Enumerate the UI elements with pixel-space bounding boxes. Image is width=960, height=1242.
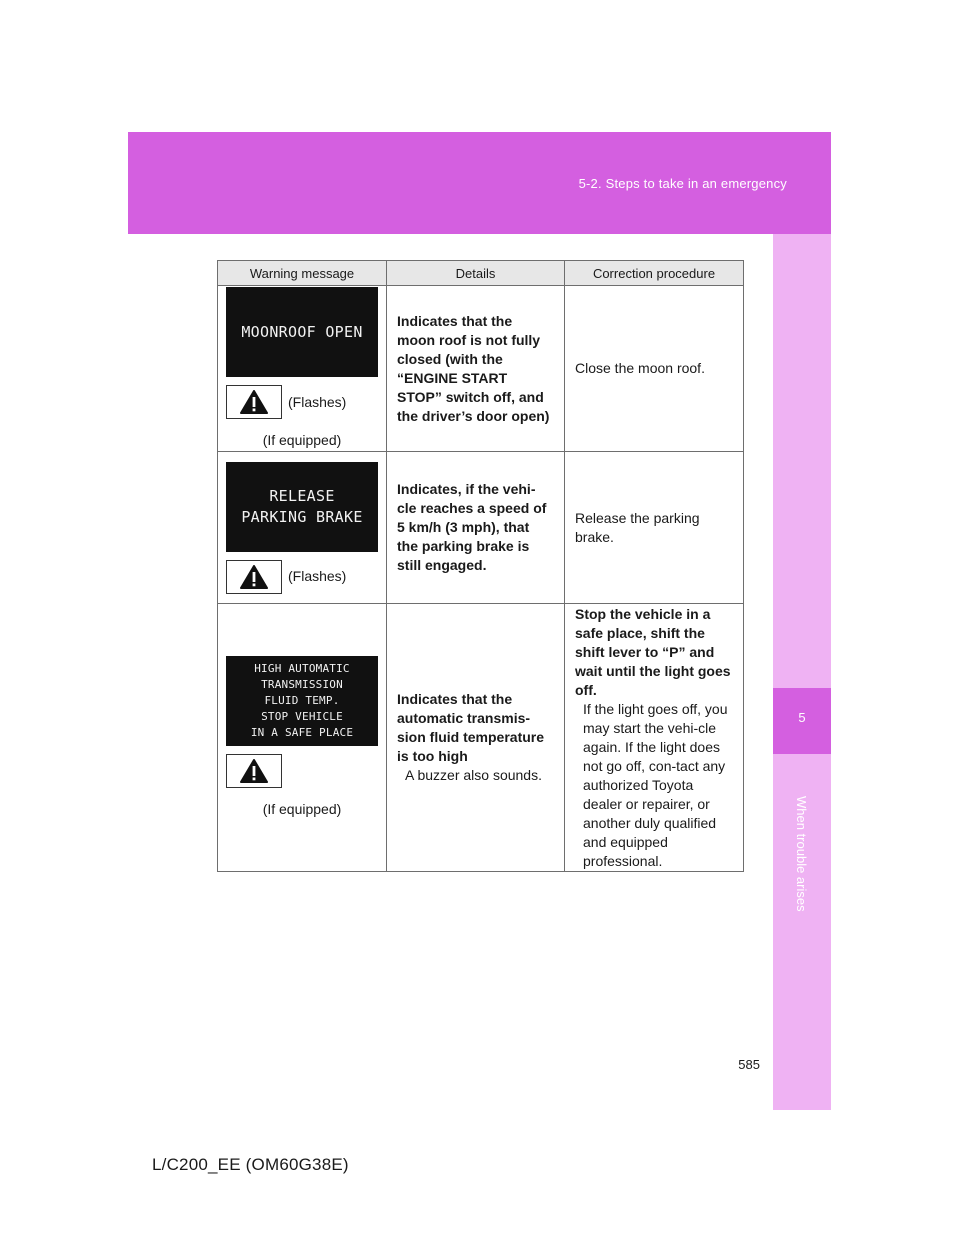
warning-table [217, 260, 744, 872]
header-details: Details [387, 261, 565, 286]
side-tab [773, 234, 831, 1110]
warning-message-cell [218, 604, 387, 872]
table-row [218, 286, 744, 452]
procedure-main: Stop the vehicle in a safe place, shift the shift lever to “P” and wait until the light goes off. [575, 605, 731, 698]
chapter-number-block [773, 688, 831, 754]
if-equipped-label: (If equipped) [262, 432, 342, 448]
table-row [218, 604, 744, 872]
warning-indicator-row [226, 560, 378, 594]
warning-triangle-icon [226, 560, 282, 594]
warning-triangle-icon [226, 754, 282, 788]
chapter-title: When trouble arises [794, 796, 809, 912]
details-main: Indicates that the automatic transmis-sion fluid temperature is too high [397, 691, 545, 764]
chapter-number: 5 [798, 710, 806, 725]
header-bar [128, 132, 831, 234]
details-cell: Indicates, if the vehi-cle reaches a speed of 5 km/h (3 mph), that the parking brake is still engaged. [387, 452, 565, 604]
table-row [218, 452, 744, 604]
if-equipped-label: (If equipped) [262, 801, 342, 817]
details-cell [387, 604, 565, 872]
display-high-atf-temp [226, 656, 378, 746]
warning-message-cell [218, 452, 387, 604]
details-note: A buzzer also sounds. [405, 767, 542, 783]
section-title: 5-2. Steps to take in an emergency [578, 176, 787, 191]
document-code: L/C200_EE (OM60G38E) [152, 1155, 349, 1174]
header-warning-message: Warning message [218, 261, 387, 286]
warning-indicator-row [226, 385, 378, 419]
warning-message-cell [218, 286, 387, 452]
display-text: RELEASE PARKING BRAKE [241, 486, 363, 526]
flashes-label: (Flashes) [288, 568, 347, 584]
table-header-row [218, 261, 744, 286]
display-text: HIGH AUTOMATIC TRANSMISSION FLUID TEMP. STOP VEHICLE IN A SAFE PLACE [250, 662, 354, 739]
display-release-parking-brake [226, 462, 378, 552]
page-number-text: 585 [738, 1057, 760, 1072]
correction-cell: Release the parking brake. [565, 452, 744, 604]
correction-cell: Close the moon roof. [565, 286, 744, 452]
details-cell: Indicates that the moon roof is not fully closed (with the “ENGINE START STOP” switch off, and the driver’s door open) [387, 286, 565, 452]
procedure-note: If the light goes off, you may start the vehi-cle again. If the light does not go off, con-tact any authorized Toyota dealer or repairer, or another duly qualified and equipped professional. [583, 700, 728, 869]
flashes-label: (Flashes) [288, 393, 347, 410]
warning-indicator-row [226, 754, 378, 788]
display-text: MOONROOF OPEN [241, 322, 363, 341]
correction-cell [565, 604, 744, 872]
display-moonroof-open [226, 287, 378, 377]
warning-triangle-icon [226, 385, 282, 419]
header-correction: Correction procedure [565, 261, 744, 286]
